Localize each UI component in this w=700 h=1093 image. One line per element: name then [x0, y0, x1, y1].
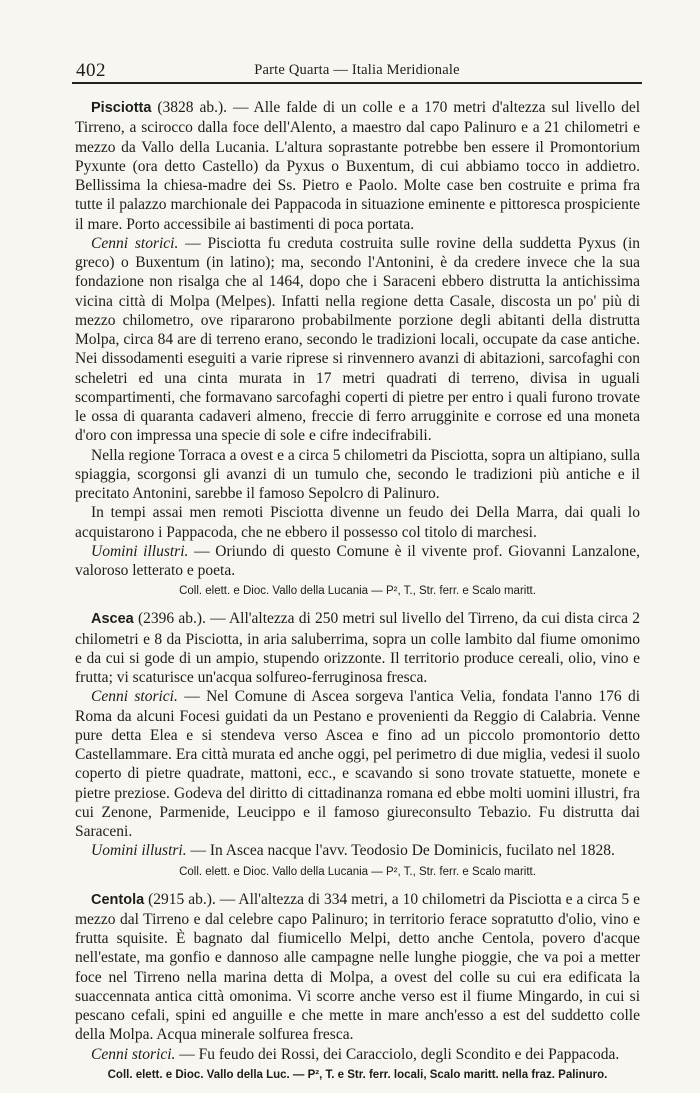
uomini-illustri-ascea — [75, 841, 640, 860]
entry-intro: (2915 ab.). — All'altezza di 334 metri, a 10 chilometri da Pisciotta e a circa 5 e mezzo dal Tirreno e dal celebre capo Palinuro; in territorio ferace sopratutto d'olio, vino e frutta squisite. È bagnato dal fiumicello Melpi, detto anche Centola, povero d'acque nell'estate, ma gonfio e dannoso alle campagne nelle lunghe pioggie, che va poi a metter foce nel Tirreno nella marina detta di Molpa, a ovest del colle su cui era edificata la suaccennata antica città omonima. Vi scorre anche verso est il fiume Mingardo, in cui si pescano cefali, spini ed anguille e che mette in mare anch'esso a est del suddetto colle della Molpa. Acqua minerale solfurea fresca. — [75, 890, 640, 1044]
cenni-storici-pisciotta — [75, 234, 640, 446]
entry-pisciotta — [75, 98, 640, 234]
cenni-storici-centola — [75, 1045, 640, 1064]
paragraph-feudo: In tempi assai men remoti Pisciotta divenne un feudo dei Della Marra, dai quali lo acquistarono i Pappacoda, che ne ebbero il possesso col titolo di marchesi. — [75, 504, 640, 541]
section-text: — Fu feudo dei Rossi, dei Caracciolo, degli Scondito e dei Pappacoda. — [175, 1045, 620, 1063]
section-label: Cenni storici. — [91, 688, 178, 706]
entry-intro: (3828 ab.). — Alle falde di un colle e a 170 metri d'altezza sul livello del Tirreno, a scirocco dalla foce dell'Alento, a maestro dal capo Palinuro e a 21 chilometri e mezzo da Vallo della Lucania. L'altura soprastante potrebbe ben essere il Promontorium Pyxunte (ora detto Castello) da Pyxus o Buxentum, di cui abbiamo tocco in addietro. Bellissima la chiesa-madre dei Ss. Pietro e Paolo. Molte case ben costruite e prima fra tutte il palazzo marchionale dei Pappacoda in situazione eminente e pittoresca prospiciente il mare. Porto accessibile ai bastimenti di poca portata. — [75, 99, 640, 233]
page-body — [75, 98, 640, 1093]
page-header — [72, 52, 642, 82]
entry-ascea — [75, 609, 640, 687]
entry-name: Ascea — [91, 611, 134, 628]
footnote-ascea: Coll. elett. e Dioc. Vallo della Lucania — P², T., Str. ferr. e Scalo maritt. — [179, 865, 536, 878]
uomini-illustri-pisciotta — [75, 542, 640, 581]
running-title: Parte Quarta — Italia Meridionale — [254, 62, 460, 78]
entry-name: Centola — [91, 891, 145, 908]
entry-name: Pisciotta — [91, 100, 152, 116]
entry-intro: (2396 ab.). — All'altezza di 250 metri sul livello del Tirreno, da cui dista circa 2 chilometri e 8 da Pisciotta, in aria saluberrima, sopra un colle lambito dal fiume omonimo e da cui si gode di un ampio, stupendo orizzonte. Il territorio produce cereali, olio, vino e frutta; vi scaturisce un'acqua solfureo-ferruginosa fresca. — [75, 610, 640, 686]
section-text: — In Ascea nacque l'avv. Teodosio De Dominicis, fucilato nel 1828. — [186, 842, 615, 860]
section-label: Uomini illustri. — [91, 842, 187, 860]
cenni-storici-ascea — [75, 687, 640, 841]
footnote-pisciotta: Coll. elett. e Dioc. Vallo della Lucania — P², T., Str. ferr. e Scalo maritt. — [179, 585, 536, 598]
header-rule — [72, 82, 642, 84]
section-label: Cenni storici. — [91, 1045, 176, 1063]
section-text: — Nel Comune di Ascea sorgeva l'antica Velia, fondata l'anno 176 di Roma da alcuni Focesi guidati da un Pestano e provenienti da Reggio di Calabria. Venne pure detta Elea e si stendeva verso Ascea e fino ad un piccolo promontorio detto Castellammare. Era città murata ed anche oggi, pel perimetro di due miglia, vedesi il suolo coperto di pietre quadrate, mattoni, ecc., e scavando si sono trovate statuette, monete e pietre preziose. Godeva del diritto di cittadinanza romana ed ebbe molti uomini illustri, fra cui Zenone, Parmenide, Leucippo e il famoso giureconsulto Tebazio. Fu distrutta dai Saraceni. — [75, 688, 641, 840]
entry-centola — [75, 890, 640, 1045]
page-number: 402 — [76, 60, 106, 81]
section-text: — Pisciotta fu creduta costruita sulle rovine della suddetta Pyxus (in greco) o Buxentum (in latino); ma, secondo l'Antonini, è da credere invece che la sua fondazione non risalga che al 1464, dopo che i Saraceni ebbero distrutta la antichissima vicina città di Molpa (Melpes). Infatti nella regione detta Casale, discosta un po' più di mezzo chilometro, ove ripararono probabilmente porzione degli abitanti della distrutta Molpa, circa 84 are di terreno erano, secondo le tradizioni locali, occupate da case antiche. Nei dissodamenti eseguiti a varie riprese si rinvennero avanzi di abitazioni, sarcofaghi con scheletri ed una cinta murata in 17 metri quadrati di terreno, divisa in uguali scompartimenti, che formavano sarcofaghi coperti di pietre per entro i quali furono trovate le ossa di quaranta cadaveri almeno, freccie di ferro arrugginite e corrose ed una moneta d'oro con impressa una specie di sole e cifre indecifrabili. — [75, 234, 640, 445]
section-label: Cenni storici. — [91, 234, 179, 252]
section-text: — Oriundo di questo Comune è il vivente prof. Giovanni Lanzalone, valoroso letterato e poeta. — [75, 542, 640, 579]
paragraph-torraca: Nella regione Torraca a ovest e a circa 5 chilometri da Pisciotta, sopra un altipiano, sulla spiaggia, scorgonsi gli avanzi di un tumulo che, secondo le tradizioni più antiche e il precitato Antonini, sarebbe il famoso Sepolcro di Palinuro. — [75, 446, 640, 502]
section-label: Uomini illustri. — [91, 542, 189, 560]
footnote-centola: Coll. elett. e Dioc. Vallo della Luc. — P², T. e Str. ferr. locali, Scalo maritt. nella fraz. Palinuro. — [107, 1068, 608, 1081]
